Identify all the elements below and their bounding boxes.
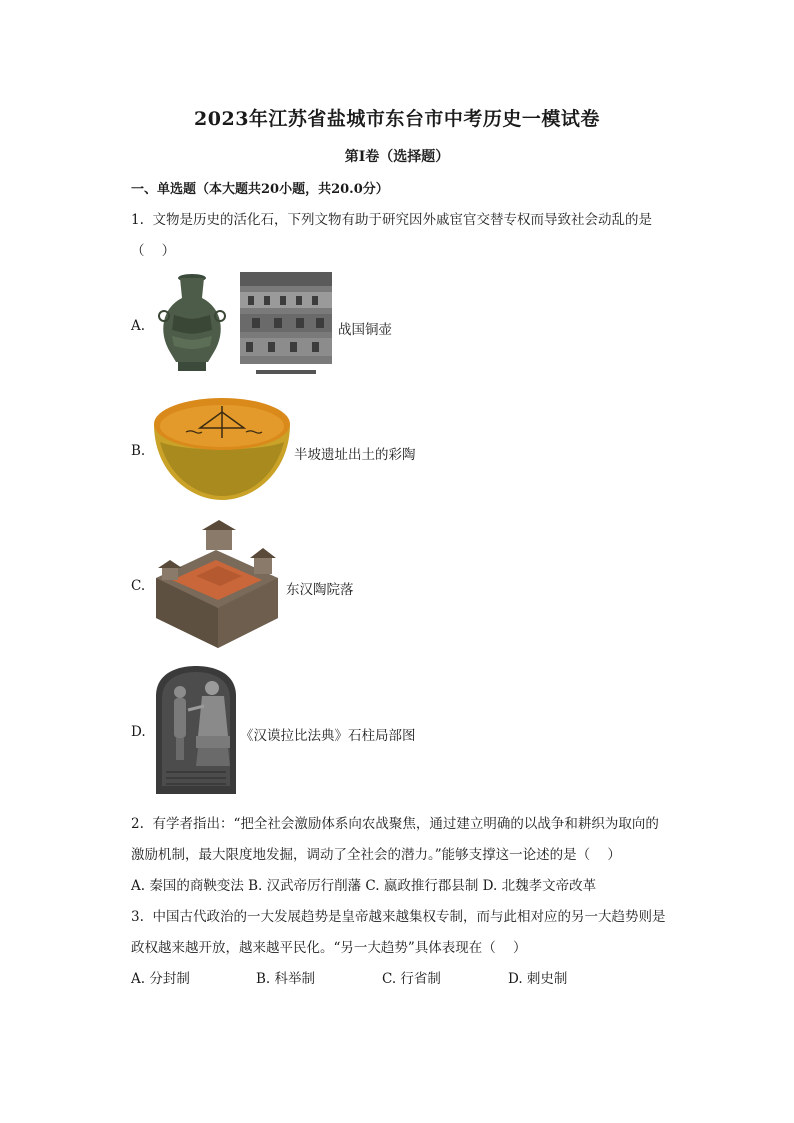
question-3-option-b: B. 科举制	[256, 971, 316, 987]
bronze-pot-rubbing-image	[234, 270, 338, 378]
question-1-option-a-caption: 战国铜壶	[338, 322, 392, 338]
question-1-option-a-letter: A.	[131, 318, 146, 334]
exam-title: 2023年江苏省盐城市东台市中考历史一模试卷	[194, 108, 600, 130]
question-2-options: A. 秦国的商鞅变法 B. 汉武帝厉行削藩 C. 嬴政推行郡县制 D. 北魏孝文帝改革	[131, 878, 597, 894]
question-2-stem-line-1: 2. 有学者指出：“把全社会激励体系向农战聚焦，通过建立明确的以战争和耕织为取向的	[131, 816, 659, 832]
painted-pottery-bowl-image	[150, 392, 294, 504]
question-1-option-b-letter: B.	[131, 443, 146, 459]
question-2-stem-line-2: 激励机制，最大限度地发掘，调动了全社会的潜力。”能够支撑这一论述的是（ ）	[131, 847, 621, 863]
question-3-stem-line-1: 3. 中国古代政治的一大发展趋势是皇帝越来越集权专制，而与此相对应的另一大趋势则是	[131, 909, 666, 925]
exam-subtitle: 第I卷（选择题）	[344, 149, 450, 165]
question-1-option-d-letter: D.	[131, 724, 146, 740]
question-1-option-d-caption: 《汉谟拉比法典》石柱局部图	[240, 728, 416, 744]
question-3-option-c: C. 行省制	[382, 971, 441, 987]
question-3-option-d: D. 刺史制	[508, 971, 568, 987]
question-1-option-b-caption: 半坡遗址出土的彩陶	[294, 447, 416, 463]
question-3-stem-line-2: 政权越来越开放，越来越平民化。“另一大趋势”具体表现在（ ）	[131, 940, 527, 956]
pottery-courtyard-model-image	[150, 518, 284, 652]
question-1-option-c-letter: C.	[131, 578, 146, 594]
bronze-pot-image	[152, 270, 232, 375]
question-1-option-c-caption: 东汉陶院落	[286, 582, 354, 598]
hammurabi-stele-image	[152, 666, 240, 794]
question-3-option-a: A. 分封制	[131, 971, 190, 987]
question-1-stem-line-2: （ ）	[131, 243, 176, 259]
question-1-stem-line-1: 1. 文物是历史的活化石，下列文物有助于研究因外戚宦官交替专权而导致社会动乱的是	[131, 212, 652, 228]
section-heading: 一、单选题（本大题共20小题，共20.0分）	[131, 182, 389, 197]
